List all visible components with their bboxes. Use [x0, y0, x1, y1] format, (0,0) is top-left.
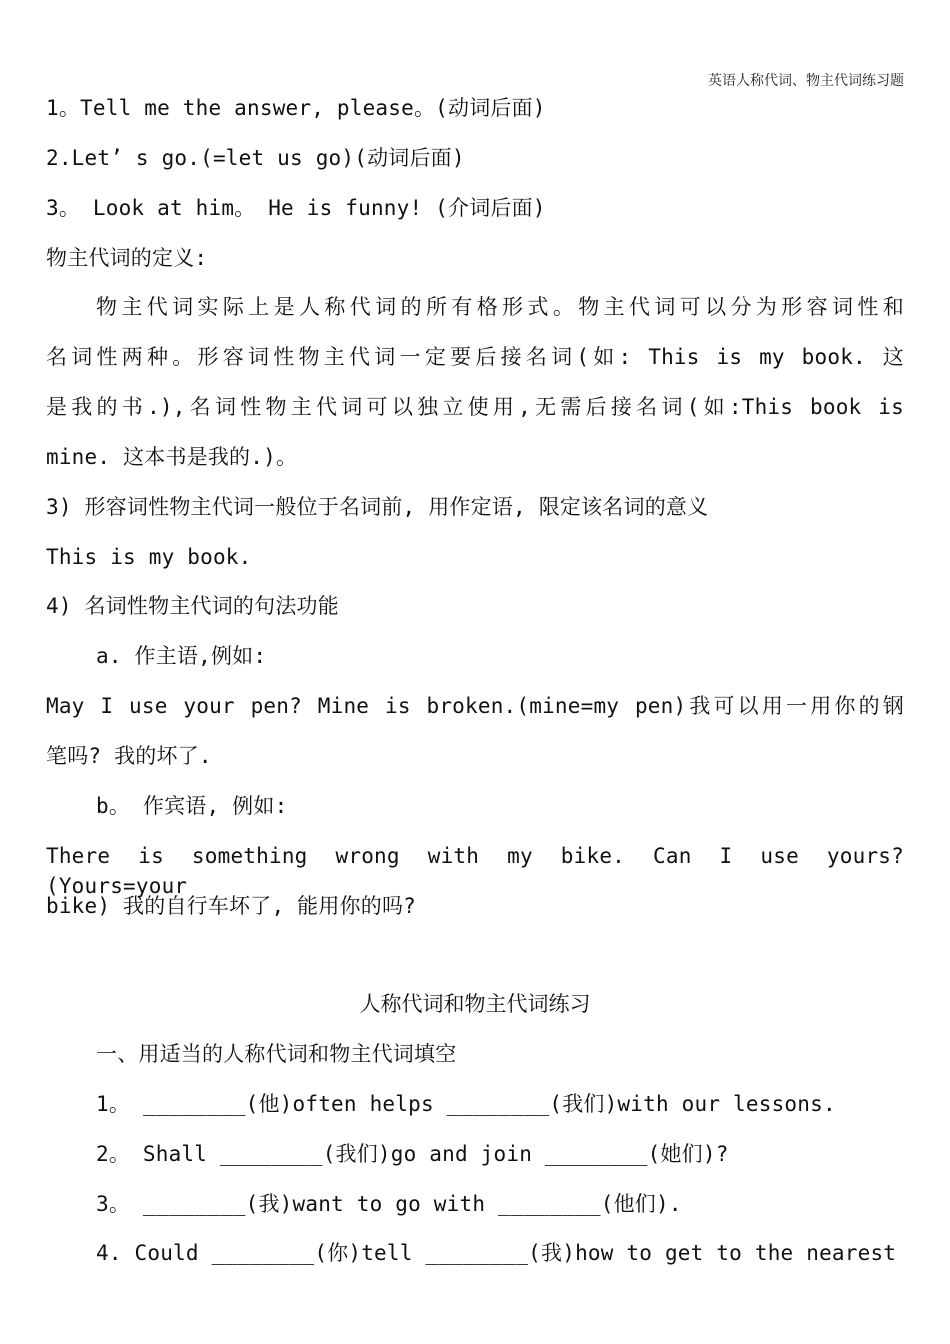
rule-4b-example-2: bike) 我的自行车坏了, 能用你的吗?: [46, 894, 416, 918]
rule-4a: a. 作主语,例如:: [96, 644, 267, 668]
exercise-item-4: 4. Could ________(你)tell ________(我)how to get to the nearest: [96, 1241, 897, 1265]
definition-text-2: 名词性两种。形容词性物主代词一定要后接名词(如: This is my book. 这: [46, 345, 904, 369]
page-header: 英语人称代词、物主代词练习题: [708, 73, 904, 89]
rule-4b-example-1: There is something wrong with my bike. Can I use yours? (Yours=your: [46, 844, 904, 898]
exercise-item-1: 1。 ________(他)often helps ________(我们)with our lessons.: [96, 1092, 836, 1116]
rule-4: 4) 名词性物主代词的句法功能: [46, 594, 339, 618]
definition-heading: 物主代词的定义:: [46, 246, 208, 270]
exercise-item-2: 2。 Shall ________(我们)go and join ________(她们)?: [96, 1142, 729, 1166]
definition-text-1: 物主代词实际上是人称代词的所有格形式。物主代词可以分为形容词性和: [96, 295, 904, 319]
example-line-1: 1。Tell me the answer, please。(动词后面): [46, 96, 546, 120]
rule-4b: b。 作宾语, 例如:: [96, 794, 288, 818]
exercise-item-3: 3。 ________(我)want to go with ________(他们).: [96, 1192, 682, 1216]
example-line-3: 3。 Look at him。 He is funny! (介词后面): [46, 196, 546, 220]
example-line-2: 2.Let’ s go.(=let us go)(动词后面): [46, 146, 465, 170]
rule-4a-example-2: 笔吗? 我的坏了.: [46, 744, 212, 768]
rule-3: 3) 形容词性物主代词一般位于名词前, 用作定语, 限定该名词的意义: [46, 495, 709, 519]
exercise-section: 一、用适当的人称代词和物主代词填空: [96, 1042, 457, 1066]
definition-text-3: 是我的书.),名词性物主代词可以独立使用,无需后接名词(如:This book is: [46, 395, 904, 419]
definition-text-4: mine. 这本书是我的.)。: [46, 445, 298, 469]
exercise-title: 人称代词和物主代词练习: [359, 992, 591, 1016]
rule-3-example: This is my book.: [46, 545, 252, 569]
rule-4a-example-1: May I use your pen? Mine is broken.(mine=my pen)我可以用一用你的钢: [46, 694, 904, 718]
